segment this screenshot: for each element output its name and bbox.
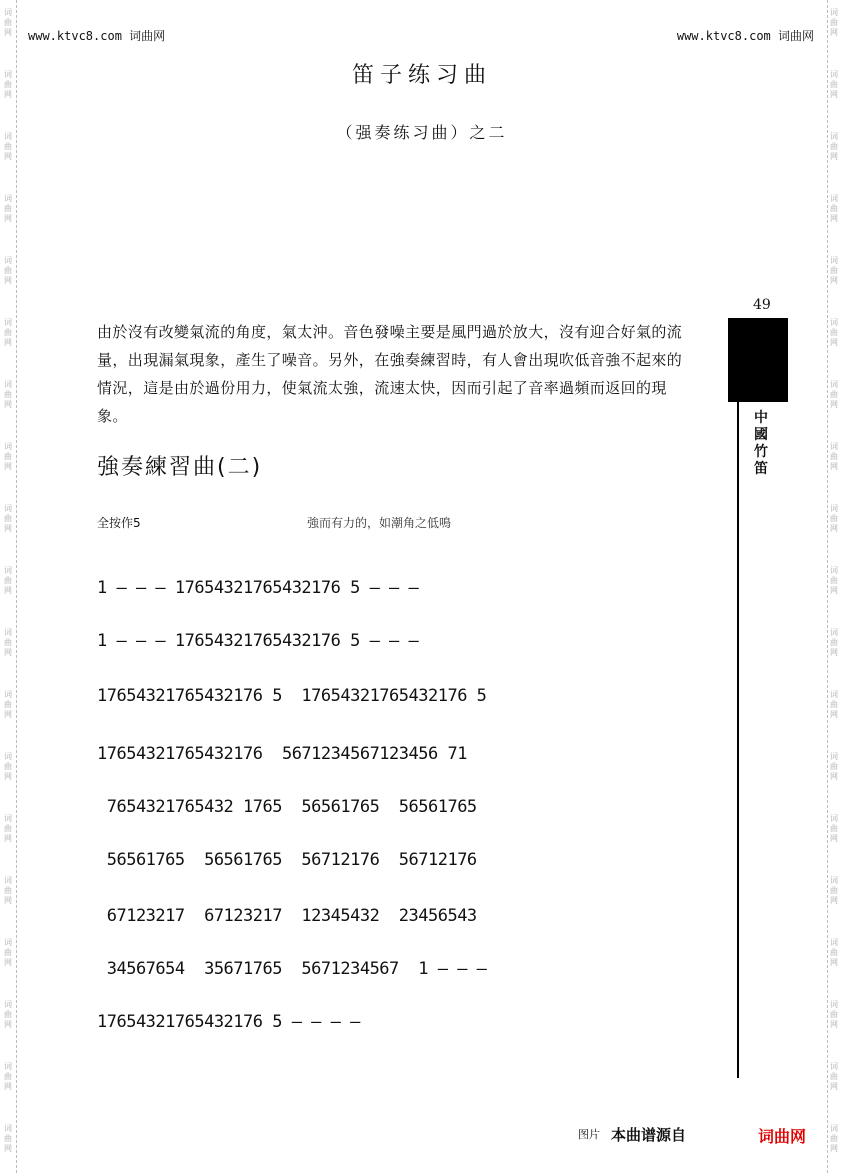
watermark-text: 词 曲 网	[830, 318, 838, 347]
watermark-text: 词 曲 网	[830, 504, 838, 533]
watermark-text: 词 曲 网	[830, 442, 838, 471]
watermark-text: 词 曲 网	[4, 752, 12, 781]
watermark-text: 词 曲 网	[830, 752, 838, 781]
watermark-text: 词 曲 网	[4, 132, 12, 161]
watermark-text: 词 曲 网	[830, 8, 838, 37]
watermark-text: 词 曲 网	[830, 380, 838, 409]
header-right-url[interactable]: www.ktvc8.com 词曲网	[676, 29, 814, 43]
watermark-text: 词 曲 网	[4, 442, 12, 471]
watermark-text: 词 曲 网	[4, 814, 12, 843]
score-line: 17654321765432176 5 17654321765432176 5	[97, 686, 487, 706]
footer-logo[interactable]: 词曲网	[758, 1127, 807, 1146]
key-signature: 全按作5	[97, 516, 141, 530]
watermark-text: 词 曲 网	[830, 132, 838, 161]
watermark-text: 词 曲 网	[830, 938, 838, 967]
watermark-text: 词 曲 网	[4, 938, 12, 967]
watermark-text: 词 曲 网	[4, 1000, 12, 1029]
watermark-text: 词 曲 网	[4, 318, 12, 347]
watermark-text: 词 曲 网	[4, 256, 12, 285]
sidebar-book-title: 中國竹笛	[754, 410, 768, 477]
margin-rule	[737, 402, 739, 1078]
watermark-text: 词 曲 网	[830, 1000, 838, 1029]
score-line: 1 — — — 17654321765432176 5 — — —	[97, 631, 419, 651]
watermark-text: 词 曲 网	[830, 814, 838, 843]
page-subtitle: （强奏练习曲）之二	[336, 123, 508, 142]
watermark-text: 词 曲 网	[4, 628, 12, 657]
score-line: 7654321765432 1765 56561765 56561765	[97, 797, 477, 817]
watermark-text: 词 曲 网	[830, 566, 838, 595]
score-line: 67123217 67123217 12345432 23456543	[97, 906, 477, 926]
watermark-text: 词 曲 网	[830, 256, 838, 285]
watermark-text: 词 曲 网	[830, 690, 838, 719]
watermark-text: 词 曲 网	[4, 566, 12, 595]
header-left-url[interactable]: www.ktvc8.com 词曲网	[28, 29, 166, 43]
watermark-text: 词 曲 网	[4, 876, 12, 905]
etude-title: 強奏練習曲(二)	[97, 455, 263, 480]
score-line: 56561765 56561765 56712176 56712176	[97, 850, 477, 870]
body-paragraph: 由於沒有改變氣流的角度，氣太沖。音色發噪主要是風門過於放大，沒有迎合好氣的流量，出現漏氣現象，產生了噪音。另外，在強奏練習時，有人會出現吹低音強不起來的情況，這是由於過份用力，使氣流太強，流速太快，因而引起了音率過頻而返回的現象。	[97, 323, 683, 425]
watermark-text: 词 曲 网	[830, 194, 838, 223]
watermark-text: 词 曲 网	[4, 70, 12, 99]
watermark-text: 词 曲 网	[4, 1124, 12, 1153]
watermark-text: 词 曲 网	[4, 8, 12, 37]
watermark-text: 词 曲 网	[830, 1124, 838, 1153]
chapter-tab-block	[728, 318, 788, 402]
page-number: 49	[753, 297, 771, 313]
score-line: 17654321765432176 5 — — — —	[97, 1012, 360, 1032]
score-line: 1 — — — 17654321765432176 5 — — —	[97, 578, 419, 598]
footer-note: 图片	[578, 1128, 600, 1141]
page-title: 笛子练习曲	[351, 63, 492, 88]
score-line: 34567654 35671765 5671234567 1 — — —	[97, 959, 487, 979]
score-line: 17654321765432176 5671234567123456 71	[97, 744, 467, 764]
footer-source: 本曲谱源自	[611, 1126, 687, 1144]
watermark-text: 词 曲 网	[4, 380, 12, 409]
watermark-text: 词 曲 网	[830, 628, 838, 657]
watermark-text: 词 曲 网	[4, 194, 12, 223]
watermark-text: 词 曲 网	[4, 504, 12, 533]
watermark-text: 词 曲 网	[830, 70, 838, 99]
watermark-text: 词 曲 网	[830, 876, 838, 905]
watermark-text: 词 曲 网	[830, 1062, 838, 1091]
expression-marking: 強而有力的，如潮角之低鳴	[307, 516, 452, 530]
watermark-text: 词 曲 网	[4, 690, 12, 719]
watermark-text: 词 曲 网	[4, 1062, 12, 1091]
